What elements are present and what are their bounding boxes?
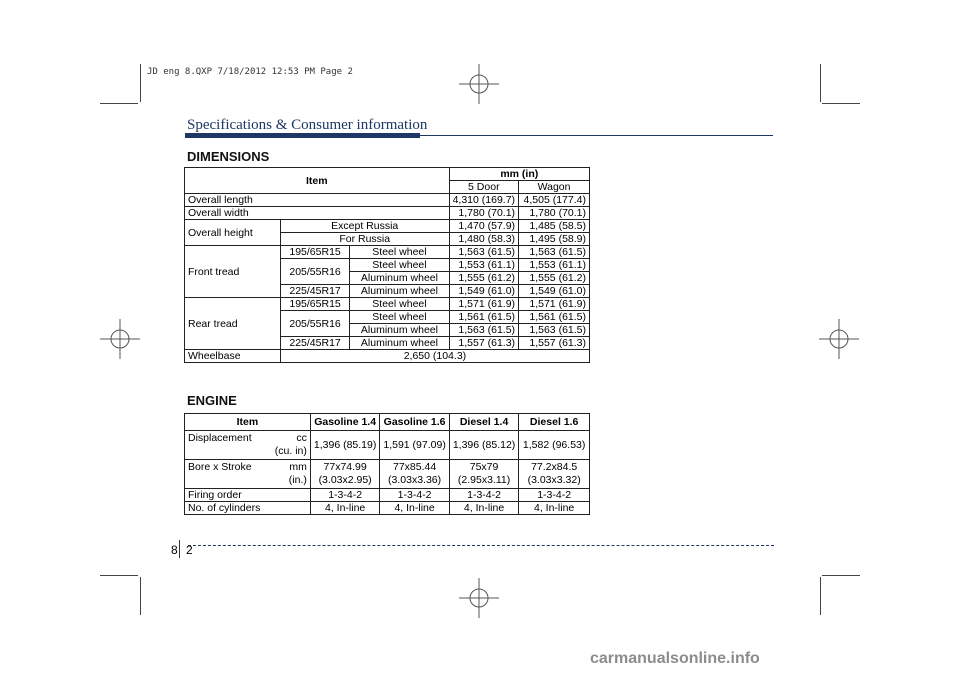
row-label: Overall width [185, 207, 450, 220]
cell-value: 1,557 (61.3) [449, 337, 518, 350]
cell-wheel: Steel wheel [350, 246, 449, 259]
dimensions-title: DIMENSIONS [187, 149, 270, 164]
cell-value: 4, In-line [310, 502, 379, 515]
cell-value: 1-3-4-2 [519, 489, 590, 502]
row-label: Bore x Stroke [188, 461, 252, 473]
cell-value [380, 460, 449, 489]
row-label: Rear tread [185, 298, 281, 350]
cell-value: 1,591 (97.09) [380, 431, 449, 460]
cell-wheel: Aluminum wheel [350, 337, 449, 350]
cell-tire: 205/55R16 [280, 311, 349, 337]
table-row [185, 246, 590, 259]
table-row [185, 194, 590, 207]
cell-sublabel: Except Russia [280, 220, 449, 233]
cell-wheel: Aluminum wheel [350, 285, 449, 298]
table-row [185, 460, 590, 489]
value-imperial: (3.03x3.32) [527, 474, 581, 486]
unit-label: (in.) [288, 474, 307, 486]
header-rule-thick [185, 133, 420, 138]
cell-value: 1,470 (57.9) [449, 220, 518, 233]
row-label: No. of cylinders [185, 502, 311, 515]
cell-tire: 225/45R17 [280, 285, 349, 298]
row-label: Overall height [185, 220, 281, 246]
cell-wheel: Aluminum wheel [350, 272, 449, 285]
page-chapter: 8 [171, 543, 178, 557]
cell-tire: 225/45R17 [280, 337, 349, 350]
cell-tire: 195/65R15 [280, 298, 349, 311]
value-imperial: (2.95x3.11) [457, 474, 511, 486]
cell-value [310, 460, 379, 489]
cell-value: 1,557 (61.3) [519, 337, 590, 350]
cell-value: 1,553 (61.1) [519, 259, 590, 272]
cell-value: 1,563 (61.5) [449, 324, 518, 337]
table-row [185, 350, 590, 363]
table-row [185, 489, 590, 502]
header-gasoline-1-6: Gasoline 1.6 [380, 414, 449, 431]
cell-value: 1,396 (85.19) [310, 431, 379, 460]
row-label: Firing order [185, 489, 311, 502]
header-item: Item [185, 168, 450, 194]
cell-value: 4, In-line [519, 502, 590, 515]
cell-value: 1,563 (61.5) [519, 246, 590, 259]
cell-value: 1,561 (61.5) [519, 311, 590, 324]
cell-value: 1,582 (96.53) [519, 431, 590, 460]
table-row [185, 298, 590, 311]
cell-value: 4, In-line [449, 502, 518, 515]
row-label-cell [185, 431, 311, 460]
cell-wheel: Steel wheel [350, 259, 449, 272]
engine-title: ENGINE [187, 393, 237, 408]
cell-value: 1,485 (58.5) [519, 220, 590, 233]
unit-label: cc [296, 432, 307, 444]
row-label: Overall length [185, 194, 450, 207]
cell-value: 1,549 (61.0) [449, 285, 518, 298]
value-imperial: (3.03x3.36) [388, 474, 442, 486]
cell-value: 4,310 (169.7) [449, 194, 518, 207]
cell-wheel: Aluminum wheel [350, 324, 449, 337]
table-row [185, 220, 590, 233]
row-label: Front tread [185, 246, 281, 298]
unit-label: mm [289, 461, 307, 473]
cell-value: 2,650 (104.3) [280, 350, 589, 363]
cell-value: 1,571 (61.9) [519, 298, 590, 311]
cell-value: 1,563 (61.5) [449, 246, 518, 259]
cell-value: 1-3-4-2 [449, 489, 518, 502]
value-imperial: (3.03x2.95) [318, 474, 372, 486]
cell-tire: 195/65R15 [280, 246, 349, 259]
cell-tire: 205/55R16 [280, 259, 349, 285]
value-metric: 75x79 [469, 461, 499, 473]
cell-value [449, 460, 518, 489]
header-gasoline-1-4: Gasoline 1.4 [310, 414, 379, 431]
cell-value [519, 460, 590, 489]
cell-value: 1,780 (70.1) [519, 207, 590, 220]
watermark: carmanualsonline.info [590, 650, 760, 667]
cell-value: 4,505 (177.4) [519, 194, 590, 207]
cell-value: 4, In-line [380, 502, 449, 515]
dimensions-table [184, 167, 590, 363]
cell-wheel: Steel wheel [350, 298, 449, 311]
row-label: Displacement [188, 432, 252, 444]
footer-dashed-rule [188, 545, 774, 546]
cell-value: 1-3-4-2 [380, 489, 449, 502]
header-item: Item [185, 414, 311, 431]
table-row [185, 207, 590, 220]
header-diesel-1-6: Diesel 1.6 [519, 414, 590, 431]
page-number: 2 [186, 543, 193, 557]
table-row [185, 502, 590, 515]
cell-wheel: Steel wheel [350, 311, 449, 324]
cell-value: 1,396 (85.12) [449, 431, 518, 460]
header-unit: mm (in) [449, 168, 589, 181]
cell-value: 1,549 (61.0) [519, 285, 590, 298]
cell-value: 1,495 (58.9) [519, 233, 590, 246]
header-rule-thin [420, 135, 773, 136]
section-header: Specifications & Consumer information [187, 117, 428, 133]
header-wagon: Wagon [519, 181, 590, 194]
cell-value: 1-3-4-2 [310, 489, 379, 502]
page-number-separator [179, 540, 180, 558]
table-row [185, 414, 590, 431]
cell-value: 1,571 (61.9) [449, 298, 518, 311]
cell-value: 1,561 (61.5) [449, 311, 518, 324]
value-metric: 77.2x84.5 [531, 461, 578, 473]
cell-value: 1,780 (70.1) [449, 207, 518, 220]
value-metric: 77x85.44 [392, 461, 437, 473]
cell-value: 1,555 (61.2) [519, 272, 590, 285]
cell-value: 1,553 (61.1) [449, 259, 518, 272]
cell-value: 1,563 (61.5) [519, 324, 590, 337]
cell-sublabel: For Russia [280, 233, 449, 246]
unit-label: (cu. in) [274, 445, 307, 457]
header-diesel-1-4: Diesel 1.4 [449, 414, 518, 431]
value-metric: 77x74.99 [323, 461, 367, 473]
print-slug: JD eng 8.QXP 7/18/2012 12:53 PM Page 2 [147, 67, 353, 77]
header-5door: 5 Door [449, 181, 518, 194]
row-label-cell [185, 460, 311, 489]
table-row [185, 431, 590, 460]
cell-value: 1,480 (58.3) [449, 233, 518, 246]
engine-table [184, 413, 590, 515]
cell-value: 1,555 (61.2) [449, 272, 518, 285]
row-label: Wheelbase [185, 350, 281, 363]
table-row [185, 168, 590, 181]
